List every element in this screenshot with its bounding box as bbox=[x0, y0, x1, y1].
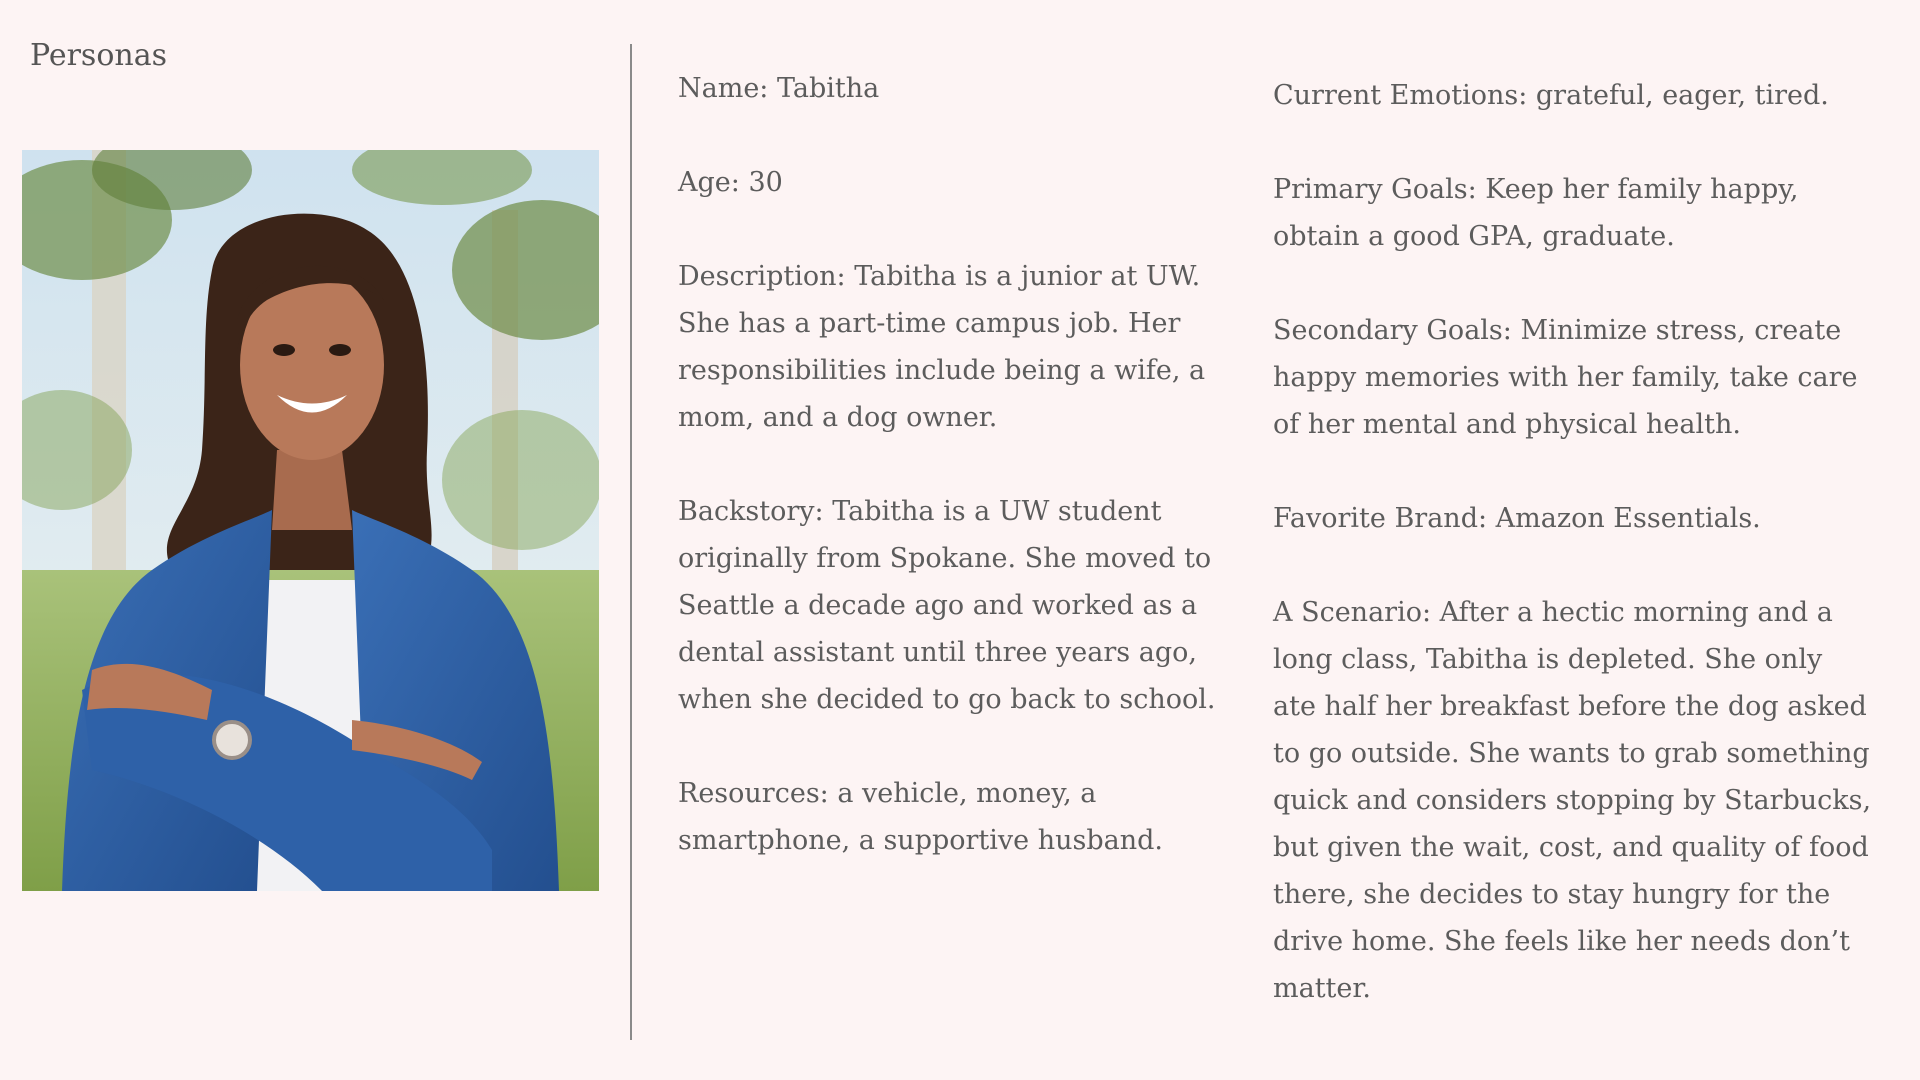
persona-details-column bbox=[678, 65, 1238, 864]
persona-scenario: A Scenario: After a hectic morning and a long class, Tabitha is depleted. She only ate half her breakfast before the dog asked to go outside. She wants to grab something quick and considers stopping by Starbucks, but given the wait, cost, and quality of food there, she decides to stay hungry for the drive home. She feels like her needs don’t matter. bbox=[1273, 597, 1872, 1004]
persona-goals-column bbox=[1273, 72, 1873, 1012]
persona-photo bbox=[22, 150, 599, 891]
persona-favorite-brand: Favorite Brand: Amazon Essentials. bbox=[1273, 503, 1761, 534]
persona-description: Description: Tabitha is a junior at UW. She has a part-time campus job. Her responsibilities include being a wife, a mom, and a dog owner. bbox=[678, 261, 1206, 433]
persona-current-emotions: Current Emotions: grateful, eager, tired. bbox=[1273, 80, 1829, 111]
column-divider bbox=[630, 44, 632, 1040]
page-title: Personas bbox=[30, 38, 167, 73]
persona-name: Name: Tabitha bbox=[678, 73, 880, 104]
persona-photo-icon bbox=[22, 150, 599, 891]
persona-backstory: Backstory: Tabitha is a UW student originally from Spokane. She moved to Seattle a decade ago and worked as a dental assistant until three years ago, when she decided to go back to school. bbox=[678, 496, 1216, 715]
persona-secondary-goals: Secondary Goals: Minimize stress, create happy memories with her family, take care of her mental and physical health. bbox=[1273, 315, 1858, 440]
persona-resources: Resources: a vehicle, money, a smartphone, a supportive husband. bbox=[678, 778, 1163, 856]
persona-primary-goals: Primary Goals: Keep her family happy, obtain a good GPA, graduate. bbox=[1273, 174, 1799, 252]
persona-age: Age: 30 bbox=[678, 167, 783, 198]
